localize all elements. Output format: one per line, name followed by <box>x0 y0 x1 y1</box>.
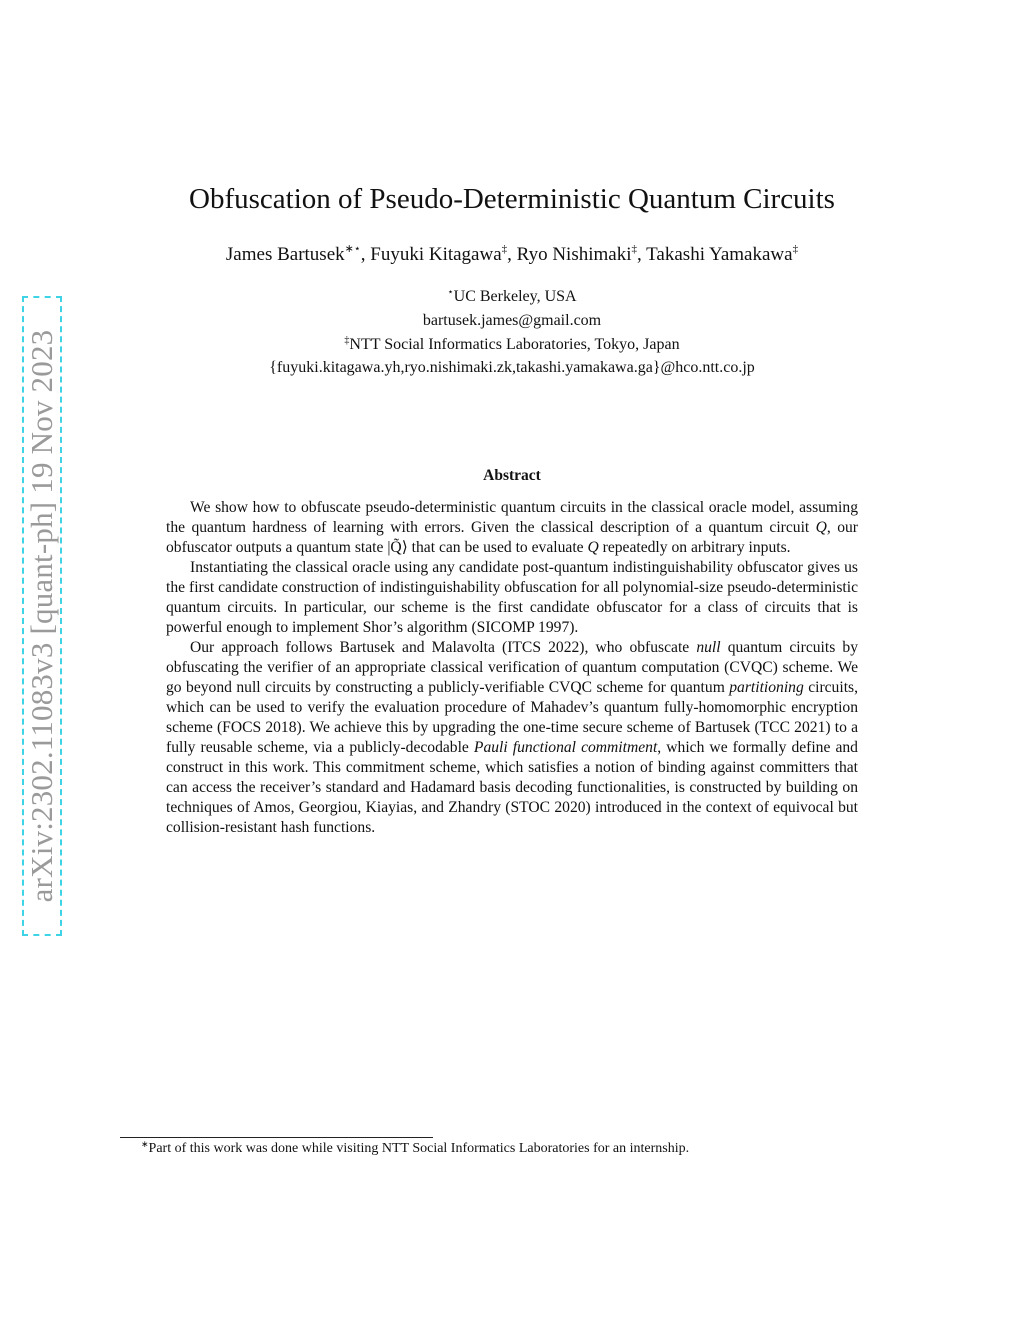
abstract-heading: Abstract <box>483 467 541 484</box>
affiliation-line: ‡NTT Social Informatics Laboratories, Tokyo, Japan <box>344 335 680 353</box>
author-list: James Bartusek∗⋆, Fuyuki Kitagawa‡, Ryo Nishimaki‡, Takashi Yamakawa‡ <box>225 243 799 265</box>
author-emails: {fuyuki.kitagawa.yh,ryo.nishimaki.zk,takashi.yamakawa.ga}@hco.ntt.co.jp <box>269 359 755 376</box>
affiliation-mark: ‡ <box>344 335 350 346</box>
emphasis: partitioning <box>729 679 804 696</box>
affiliation-mark: ⋆ <box>447 287 454 298</box>
arxiv-identifier: arXiv:2302.11083v3 [quant-ph] 19 Nov 2023 <box>24 329 59 903</box>
author-name: Takashi Yamakawa <box>646 244 793 265</box>
author-mark: ‡ <box>792 243 799 255</box>
author-name: Ryo Nishimaki <box>516 244 632 265</box>
footnote-mark: ∗ <box>141 1139 149 1149</box>
ket-state: |Q̃⟩ <box>387 539 408 556</box>
abstract-paragraph: Our approach follows Bartusek and Malavolta (ITCS 2022), who obfuscate null quantum circuits by obfuscating the verifier of an appropriate classical verification of quantum computation (CVQC) scheme. We go beyond null circuits by constructing a publicly-verifiable CVQC scheme for quantum partitioning circuits, which can be used to verify the evaluation procedure of Mahadev’s quantum fully-homomorphic encryption scheme (FOCS 2018). We achieve this by upgrading the one-time secure scheme of Bartusek (TCC 2021) to a fully reusable scheme, via a publicly-decodable Pauli functional commitment, which we formally define and construct in this work. This commitment scheme, which satisfies a notion of binding against committers that can access the receiver’s standard and Hadamard basis decoding functionalities, is constructed by building on techniques of Amos, Georgiou, Kiayias, and Zhandry (STOC 2020) introduced in the context of equivocal but collision-resistant hash functions. <box>166 639 858 836</box>
author-mark: ∗⋆ <box>344 243 361 255</box>
footnote-rule <box>120 1137 433 1138</box>
abstract-paragraph: We show how to obfuscate pseudo-deterministic quantum circuits in the classical oracle model, assuming the quantum hardness of learning with errors. Given the classical description of a quantum circuit Q, our obfuscator outputs a quantum state |Q̃⟩ that can be used to evaluate Q repeatedly on arbitrary inputs. <box>166 499 858 556</box>
author-mark: ‡ <box>501 243 508 255</box>
author-name: Fuyuki Kitagawa <box>370 244 502 265</box>
arxiv-side-stamp <box>22 296 62 936</box>
abstract-paragraph: Instantiating the classical oracle using any candidate post-quantum indistinguishability obfuscator gives us the first candidate construction of indistinguishability obfuscation for all polynomial-size pseudo-deterministic quantum circuits. In particular, our scheme is the first candidate obfuscator for a class of circuits that is powerful enough to implement Shor’s algorithm (SICOMP 1997). <box>166 559 858 636</box>
abstract-body <box>166 498 858 838</box>
author-email: bartusek.james@gmail.com <box>422 312 602 329</box>
math-symbol: Q <box>587 539 599 556</box>
affiliation-line: ⋆UC Berkeley, USA <box>447 287 577 305</box>
footnote-text: Part of this work was done while visiting NTT Social Informatics Laboratories for an internship. <box>148 1141 690 1156</box>
emphasis: null <box>696 639 721 656</box>
author-name: James Bartusek <box>225 244 345 265</box>
paper-title: Obfuscation of Pseudo-Deterministic Quantum Circuits <box>189 183 835 215</box>
math-symbol: Q <box>815 519 827 536</box>
emphasis: Pauli functional commitment <box>473 739 658 756</box>
author-mark: ‡ <box>631 243 637 255</box>
footnote <box>141 1141 689 1157</box>
